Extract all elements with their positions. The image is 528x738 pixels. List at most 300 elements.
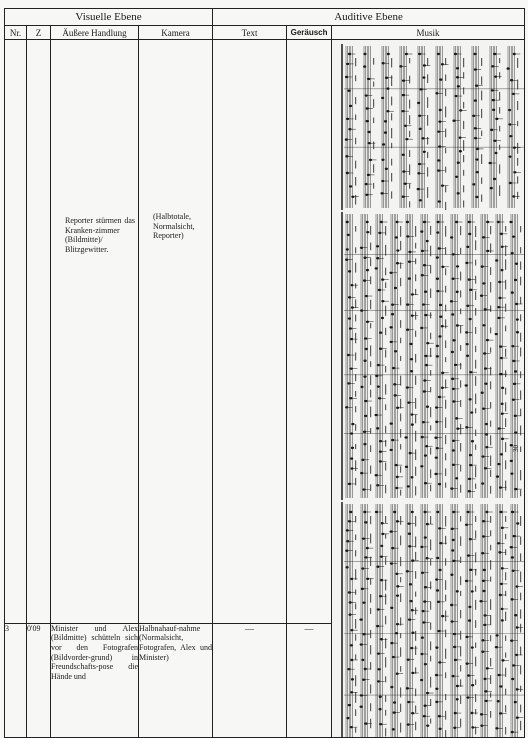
lyric-mark — [430, 623, 431, 630]
note-head — [366, 269, 369, 271]
note-head — [500, 403, 503, 405]
note-head — [456, 265, 459, 267]
lyric-mark — [370, 259, 371, 267]
note-head — [438, 483, 441, 485]
lyric-mark — [430, 348, 431, 357]
note-head — [390, 423, 393, 425]
note-head — [438, 201, 441, 203]
lyric-mark — [505, 516, 506, 522]
row2-handlung: Minister und Alex (Bildmitte) schütteln sich vor den Fotografen (Bildvorder-grund) in Freundschafts-pose die Hände und — [51, 623, 139, 737]
lyric-mark — [415, 289, 416, 295]
note-head — [468, 620, 471, 622]
lyric-mark — [520, 572, 521, 583]
note-head — [456, 698, 459, 700]
note-head — [390, 607, 393, 609]
note-head — [501, 387, 504, 389]
note-head — [485, 423, 488, 425]
note-head — [452, 339, 455, 341]
lyric-mark — [520, 409, 521, 416]
lyric-mark — [475, 430, 476, 437]
lyric-mark — [373, 164, 374, 173]
row1-kamera: (Halbtotale, Normalsicht, Reporter) — [153, 212, 195, 241]
note-head — [509, 135, 512, 137]
lyric-mark — [520, 516, 521, 526]
note-head — [350, 644, 353, 646]
lyric-mark — [355, 353, 356, 361]
lyric-mark — [517, 101, 518, 110]
note-head — [346, 248, 349, 250]
lyric-mark — [373, 99, 374, 108]
lyric-mark — [400, 516, 401, 525]
lyric-mark — [520, 537, 521, 545]
note-head — [437, 53, 440, 55]
table-row — [5, 40, 525, 624]
lyric-mark — [520, 447, 521, 453]
lyric-mark — [409, 76, 410, 84]
lyric-mark — [505, 461, 506, 470]
lyric-mark — [505, 668, 506, 677]
note-head — [481, 483, 484, 485]
lyric-mark — [385, 580, 386, 591]
lyric-mark — [355, 728, 356, 733]
lyric-mark — [430, 265, 431, 273]
note-head — [471, 647, 474, 649]
lyric-mark — [505, 550, 506, 556]
note-head — [471, 440, 474, 442]
lyric-mark — [385, 405, 386, 411]
note-head — [382, 144, 385, 146]
note-head — [481, 392, 484, 394]
lyric-mark — [517, 192, 518, 199]
lyric-mark — [430, 485, 431, 492]
note-head — [439, 316, 442, 318]
lyric-mark — [355, 76, 356, 82]
lyric-mark — [463, 170, 464, 176]
note-head — [379, 332, 382, 334]
lyric-mark — [475, 620, 476, 628]
lyric-mark — [475, 291, 476, 300]
lyric-mark — [463, 88, 464, 95]
lyric-mark — [460, 248, 461, 254]
lyric-mark — [430, 582, 431, 590]
note-head — [381, 317, 384, 319]
note-head — [466, 355, 469, 357]
lyric-mark — [445, 357, 446, 362]
lyric-mark — [481, 154, 482, 164]
lyric-mark — [370, 407, 371, 418]
note-head — [368, 131, 371, 133]
lyric-mark — [430, 407, 431, 417]
lyric-mark — [400, 226, 401, 237]
lyric-mark — [385, 350, 386, 358]
lyric-mark — [400, 723, 401, 733]
lyric-mark — [475, 586, 476, 592]
note-head — [495, 260, 498, 262]
lyric-mark — [415, 668, 416, 675]
lyric-mark — [370, 516, 371, 524]
lyric-mark — [490, 267, 491, 275]
lyric-mark — [385, 710, 386, 716]
lyric-mark — [505, 419, 506, 428]
lyric-mark — [490, 382, 491, 390]
lyric-mark — [505, 591, 506, 596]
lyric-mark — [370, 323, 371, 328]
lyric-mark — [490, 421, 491, 427]
lyric-mark — [445, 611, 446, 622]
note-head — [514, 701, 517, 703]
lyric-mark — [427, 137, 428, 144]
lyric-mark — [430, 426, 431, 431]
lyric-mark — [460, 696, 461, 704]
lyric-mark — [445, 226, 446, 237]
note-head — [384, 132, 387, 134]
note-head — [435, 688, 438, 690]
note-head — [500, 269, 503, 271]
note-head — [507, 68, 510, 70]
note-head — [439, 79, 442, 81]
note-head — [346, 221, 349, 223]
lyric-mark — [499, 165, 500, 174]
lyric-mark — [400, 356, 401, 361]
lyric-mark — [499, 58, 500, 63]
lyric-mark — [415, 431, 416, 442]
lyric-mark — [430, 289, 431, 298]
lyric-mark — [475, 484, 476, 489]
lyric-mark — [415, 592, 416, 597]
note-head — [435, 647, 438, 649]
lyric-mark — [370, 578, 371, 585]
lyric-mark — [355, 710, 356, 717]
note-head — [364, 415, 367, 417]
lyric-mark — [520, 490, 521, 496]
lyric-mark — [505, 481, 506, 491]
note-head — [451, 351, 454, 353]
note-head — [420, 231, 423, 233]
lyric-mark — [370, 376, 371, 386]
lyric-mark — [370, 390, 371, 398]
note-head — [377, 386, 380, 388]
note-head — [360, 706, 363, 708]
lyric-mark — [475, 376, 476, 386]
lyric-mark — [400, 263, 401, 269]
note-head — [509, 221, 512, 223]
lyric-mark — [400, 594, 401, 603]
lyric-mark — [445, 673, 446, 679]
note-head — [501, 620, 504, 622]
lyric-mark — [370, 645, 371, 654]
note-head — [410, 358, 413, 360]
lyric-mark — [520, 426, 521, 436]
lyric-mark — [430, 559, 431, 566]
lyric-mark — [520, 721, 521, 730]
lyric-mark — [385, 657, 386, 667]
lyric-mark — [445, 580, 446, 590]
lyric-mark — [460, 226, 461, 235]
note-head — [456, 67, 459, 69]
note-head — [351, 678, 354, 680]
note-head — [347, 717, 350, 719]
row2-nr: 3 — [5, 623, 27, 737]
note-head — [348, 704, 351, 706]
note-head — [349, 105, 352, 107]
lyric-mark — [415, 331, 416, 337]
lyric-mark — [520, 315, 521, 322]
lyric-mark — [520, 297, 521, 304]
lyric-mark — [370, 662, 371, 669]
lyric-mark — [475, 408, 476, 413]
lyric-mark — [409, 131, 410, 137]
lyric-mark — [490, 635, 491, 641]
lyric-mark — [385, 245, 386, 256]
lyric-mark — [481, 109, 482, 118]
note-head — [405, 466, 408, 468]
lyric-mark — [475, 260, 476, 266]
lyric-mark — [445, 167, 446, 173]
lyric-mark — [370, 226, 371, 235]
note-head — [500, 686, 503, 688]
lyric-mark — [385, 226, 386, 235]
lyric-mark — [391, 192, 392, 199]
lyric-mark — [430, 642, 431, 651]
col-musik: Musik — [332, 26, 525, 40]
lyric-mark — [475, 727, 476, 735]
lyric-mark — [460, 610, 461, 618]
lyric-mark — [427, 58, 428, 66]
lyric-mark — [481, 58, 482, 66]
lyric-mark — [385, 534, 386, 539]
lyric-mark — [463, 140, 464, 151]
lyric-mark — [385, 638, 386, 648]
lyric-mark — [400, 444, 401, 449]
note-head — [395, 632, 398, 634]
note-head — [436, 278, 439, 280]
lyric-mark — [445, 380, 446, 389]
lyric-mark — [400, 618, 401, 626]
note-head — [476, 196, 479, 198]
lyric-mark — [520, 470, 521, 480]
note-head — [363, 53, 366, 55]
lyric-mark — [409, 202, 410, 208]
note-head — [514, 279, 517, 281]
note-head — [376, 245, 379, 247]
col-handlung: Äußere Handlung — [51, 26, 139, 40]
lyric-mark — [415, 552, 416, 560]
lyric-mark — [355, 461, 356, 472]
note-head — [366, 221, 369, 223]
lyric-mark — [409, 165, 410, 176]
note-head — [439, 304, 442, 306]
lyric-mark — [400, 688, 401, 698]
lyric-mark — [355, 374, 356, 381]
note-head — [470, 412, 473, 414]
note-head — [423, 151, 426, 153]
lyric-mark — [463, 72, 464, 78]
note-head — [472, 183, 475, 185]
note-head — [421, 637, 424, 639]
lyric-mark — [391, 114, 392, 121]
lyric-mark — [370, 719, 371, 729]
lyric-mark — [460, 326, 461, 334]
lyric-mark — [490, 456, 491, 467]
lyric-mark — [505, 349, 506, 357]
note-head — [516, 331, 519, 333]
lyric-mark — [445, 320, 446, 329]
lyric-mark — [415, 646, 416, 655]
lyric-mark — [400, 666, 401, 672]
lyric-mark — [409, 115, 410, 124]
note-head — [497, 463, 500, 465]
lyric-mark — [415, 376, 416, 385]
lyric-mark — [520, 554, 521, 562]
note-head — [508, 109, 511, 111]
lyric-mark — [475, 657, 476, 667]
note-head — [495, 333, 498, 335]
note-head — [391, 313, 394, 315]
note-head — [396, 250, 399, 252]
lyric-mark — [400, 648, 401, 657]
lyric-mark — [430, 719, 431, 724]
note-head — [496, 476, 499, 478]
lyric-mark — [391, 173, 392, 182]
lyric-mark — [370, 243, 371, 251]
note-head — [393, 702, 396, 704]
note-head — [474, 100, 477, 102]
note-head — [379, 708, 382, 710]
lyric-mark — [415, 226, 416, 237]
note-head — [482, 590, 485, 592]
note-head — [437, 160, 440, 162]
note-head — [402, 154, 405, 156]
lyric-mark — [460, 363, 461, 370]
lyric-mark — [475, 553, 476, 563]
lyric-mark — [445, 341, 446, 349]
lyric-mark — [463, 155, 464, 162]
note-head — [494, 152, 497, 154]
lyric-mark — [520, 277, 521, 286]
note-head — [469, 454, 472, 456]
lyric-mark — [385, 328, 386, 335]
lyric-mark — [445, 129, 446, 138]
lyric-mark — [490, 577, 491, 582]
row1-kamera-cell — [139, 40, 213, 624]
note-head — [410, 370, 413, 372]
note-head — [405, 437, 408, 439]
lyric-mark — [355, 248, 356, 254]
note-head — [390, 326, 393, 328]
lyric-mark — [520, 593, 521, 601]
lyric-mark — [475, 241, 476, 251]
lyric-mark — [391, 58, 392, 67]
lyric-mark — [370, 428, 371, 434]
note-head — [422, 77, 425, 79]
lyric-mark — [445, 400, 446, 409]
lyric-mark — [391, 97, 392, 106]
lyric-mark — [391, 159, 392, 166]
lyric-mark — [445, 711, 446, 720]
note-head — [496, 634, 499, 636]
lyric-mark — [460, 631, 461, 640]
lyric-mark — [505, 653, 506, 658]
lyric-mark — [505, 326, 506, 332]
lyric-mark — [385, 729, 386, 737]
note-head — [452, 539, 455, 541]
lyric-mark — [520, 226, 521, 232]
note-head — [349, 185, 352, 187]
lyric-mark — [445, 469, 446, 477]
col-kamera: Kamera — [139, 26, 213, 40]
note-head — [511, 292, 514, 294]
lyric-mark — [430, 540, 431, 551]
lyric-mark — [355, 424, 356, 431]
note-head — [436, 232, 439, 234]
note-head — [348, 318, 351, 320]
lyric-mark — [430, 387, 431, 392]
lyric-mark — [370, 630, 371, 638]
lyric-mark — [400, 490, 401, 496]
lyric-mark — [427, 75, 428, 84]
lyric-mark — [505, 612, 506, 621]
lyric-mark — [517, 177, 518, 184]
lyric-mark — [505, 260, 506, 271]
note-head — [485, 383, 488, 385]
note-head — [346, 566, 349, 568]
lyric-mark — [520, 666, 521, 675]
note-head — [384, 120, 387, 122]
lyric-mark — [475, 327, 476, 334]
lyric-mark — [460, 400, 461, 407]
note-head — [511, 557, 514, 559]
lyric-mark — [385, 594, 386, 605]
note-head — [514, 614, 517, 616]
note-head — [450, 237, 453, 239]
lyric-mark — [475, 643, 476, 648]
note-head — [457, 162, 460, 164]
lyric-mark — [505, 442, 506, 452]
lyric-mark — [463, 121, 464, 129]
note-head — [406, 221, 409, 223]
lyric-mark — [520, 391, 521, 400]
row2-z: 0'09 — [27, 623, 51, 737]
lyric-mark — [475, 360, 476, 369]
note-head — [366, 120, 369, 122]
lyric-mark — [475, 516, 476, 522]
lyric-mark — [445, 305, 446, 312]
note-head — [350, 458, 353, 460]
lyric-mark — [355, 391, 356, 397]
lyric-mark — [355, 195, 356, 205]
lyric-mark — [445, 75, 446, 81]
lyric-mark — [370, 594, 371, 603]
lyric-mark — [385, 268, 386, 276]
lyric-mark — [490, 470, 491, 477]
note-head — [510, 460, 513, 462]
lyric-mark — [415, 259, 416, 265]
lyric-mark — [445, 269, 446, 276]
lyric-mark — [445, 148, 446, 153]
note-head — [381, 159, 384, 161]
lyric-mark — [355, 300, 356, 309]
lyric-mark — [445, 186, 446, 193]
note-head — [511, 678, 514, 680]
note-head — [396, 595, 399, 597]
note-head — [395, 237, 398, 239]
note-head — [424, 663, 427, 665]
lyric-mark — [370, 485, 371, 492]
lyric-mark — [490, 282, 491, 292]
note-head — [366, 231, 369, 233]
lyric-mark — [517, 143, 518, 154]
lyric-mark — [481, 77, 482, 85]
